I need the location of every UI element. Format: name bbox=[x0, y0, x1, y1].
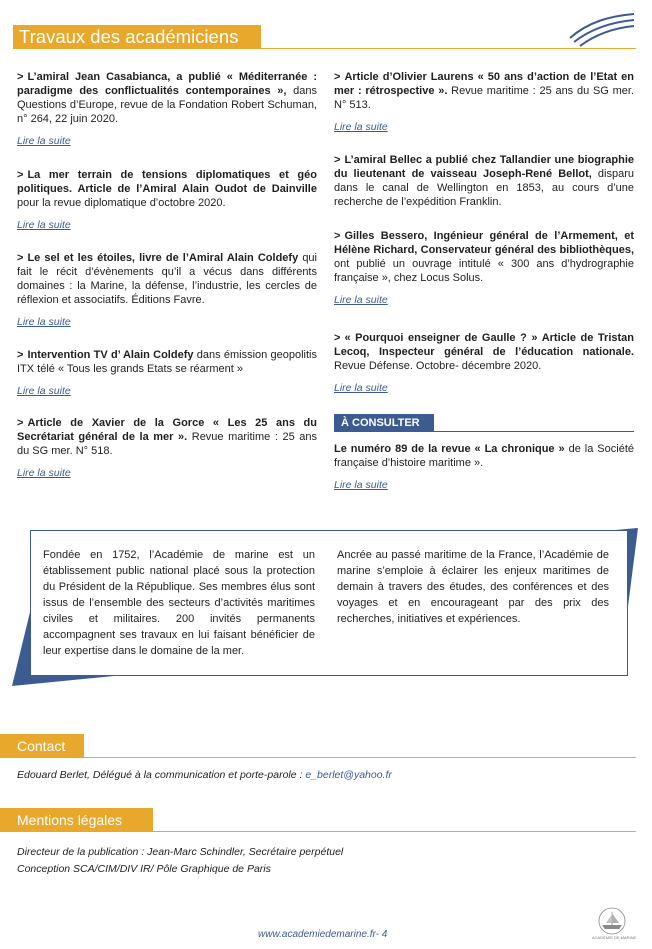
arrow-icon: > bbox=[17, 71, 24, 83]
article-item bbox=[334, 70, 634, 134]
article-title: Article d’Olivier Laurens « 50 ans d’action de l’Etat en mer : rétrospective ». bbox=[334, 71, 634, 97]
contact-line bbox=[17, 768, 392, 782]
article-detail: Revue Défense. Octobre- décembre 2020. bbox=[334, 360, 542, 372]
article-detail: Revue maritime : 25 ans du SG mer. N° 513. bbox=[334, 85, 634, 111]
info-text-right: Ancrée au passé maritime de la France, l’Académie de marine s’emploie à éclairer les enjeux maritimes de demain à travers des études, des conférences et des voyages et en encourageant par des prix des recherches, initiatives et expériences. bbox=[337, 549, 609, 625]
info-box bbox=[30, 530, 628, 676]
read-more-link[interactable]: Lire la suite bbox=[334, 294, 388, 306]
read-more-link[interactable]: Lire la suite bbox=[17, 467, 71, 479]
article-title: L’amiral Jean Casabianca, a publié « Méditerranée : paradigme des conflictualités contemporaines », bbox=[17, 71, 317, 97]
read-more-link[interactable]: Lire la suite bbox=[17, 316, 71, 328]
page-number: - 4 bbox=[375, 929, 388, 940]
footer-url: www.academiedemarine.fr bbox=[258, 929, 376, 940]
contact-text: Edouard Berlet, Délégué à la communication et porte-parole : bbox=[17, 769, 306, 781]
read-more-link[interactable]: Lire la suite bbox=[334, 121, 388, 133]
article-title: La mer terrain de tensions diplomatiques et géo politiques. Article de l’Amiral Alain Oudot de Dainville bbox=[17, 169, 317, 195]
consult-rule bbox=[434, 431, 634, 432]
arrow-icon: > bbox=[334, 71, 341, 83]
article-title: « Pourquoi enseigner de Gaulle ? » Article de Tristan Lecoq, Inspecteur général de l’éducation nationale. bbox=[334, 332, 634, 358]
contact-rule bbox=[84, 757, 636, 758]
article-detail: dans Questions d’Europe, revue de la Fondation Robert Schuman, n° 264, 22 juin 2020. bbox=[17, 85, 317, 125]
article-item bbox=[17, 348, 317, 398]
consult-item bbox=[334, 442, 634, 492]
article-detail: pour la revue diplomatique d’octobre 2020. bbox=[17, 197, 226, 209]
article-item bbox=[17, 416, 317, 480]
article-item bbox=[17, 70, 317, 148]
arrow-icon: > bbox=[17, 349, 24, 361]
read-more-link[interactable]: Lire la suite bbox=[17, 135, 71, 147]
article-detail: Revue maritime : 25 ans du SG mer. N° 518. bbox=[17, 431, 317, 457]
article-item bbox=[334, 229, 634, 307]
read-more-link[interactable]: Lire la suite bbox=[17, 219, 71, 231]
legal-design: Conception SCA/CIM/DIV IR/ Pôle Graphique de Paris bbox=[17, 863, 271, 875]
legal-rule bbox=[153, 831, 636, 832]
article-title: Le sel et les étoiles, livre de l’Amiral Alain Coldefy bbox=[27, 252, 299, 264]
article-detail: disparu dans le canal de Wellington en 1853, au cours d’une recherche de l’expédition Franklin. bbox=[334, 168, 634, 208]
article-item bbox=[334, 153, 634, 209]
consult-detail: de la Société française d’histoire maritime ». bbox=[334, 443, 634, 469]
article-detail: qui fait le récit d’évènements qu’il a vécus dans différents domaines : la Marine, la défense, l’industrie, les cercles de réflexion et associatifs. Éditions Favre. bbox=[17, 252, 317, 306]
legal-director: Directeur de la publication : Jean-Marc Schindler, Secrétaire perpétuel bbox=[17, 846, 344, 858]
read-more-link[interactable]: Lire la suite bbox=[334, 479, 388, 491]
section-title: Travaux des académiciens bbox=[13, 25, 261, 49]
article-title: Article de Xavier de la Gorce « Les 25 ans du Secrétariat général de la mer ». bbox=[17, 417, 317, 443]
contact-title: Contact bbox=[0, 734, 84, 758]
header-rule bbox=[261, 48, 636, 49]
consult-badge: À CONSULTER bbox=[334, 414, 434, 432]
article-item bbox=[17, 168, 317, 232]
article-title: Intervention TV d’ Alain Coldefy bbox=[27, 349, 194, 361]
footer-url-link[interactable] bbox=[258, 929, 387, 940]
consult-title: Le numéro 89 de la revue « La chronique » bbox=[334, 443, 565, 455]
article-detail: ont publié un ouvrage intitulé « 300 ans d’hydrographie française », chez Locus Solus. bbox=[334, 258, 634, 284]
footer-logo-text: ACADÉMIE DE MARINE bbox=[592, 935, 637, 940]
arrow-icon: > bbox=[334, 154, 341, 166]
arrow-icon: > bbox=[334, 332, 341, 344]
info-text-left: Fondée en 1752, l’Académie de marine est un établissement public national placé sous la protection du Président de la République. Ses membres élus sont issus de l’ensemble des secteurs d’activités maritimes civiles et militaires. 200 invités permanents accompagnent ses travaux en lui faisant bénéficier de leur expertise dans le domaine de la mer. bbox=[43, 549, 315, 657]
article-title: Gilles Bessero, Ingénieur général de l’Armement, et Hélène Richard, Conservateur général des bibliothèques, bbox=[334, 230, 634, 256]
article-detail: dans émission geopolitis ITX télé « Tous les grands Etats se réarment » bbox=[17, 349, 317, 375]
read-more-link[interactable]: Lire la suite bbox=[334, 382, 388, 394]
contact-email-link[interactable]: e_berlet@yahoo.fr bbox=[305, 769, 392, 781]
arrow-icon: > bbox=[334, 230, 341, 242]
article-item bbox=[334, 331, 634, 395]
read-more-link[interactable]: Lire la suite bbox=[17, 385, 71, 397]
arrow-icon: > bbox=[17, 169, 24, 181]
waves-logo-icon bbox=[566, 8, 636, 48]
article-title: L’amiral Bellec a publié chez Tallandier une biographie du lieutenant de vaisseau Joseph-René Bellot, bbox=[334, 154, 634, 180]
arrow-icon: > bbox=[17, 417, 24, 429]
legal-title: Mentions légales bbox=[0, 808, 153, 832]
arrow-icon: > bbox=[17, 252, 24, 264]
article-item bbox=[17, 251, 317, 329]
